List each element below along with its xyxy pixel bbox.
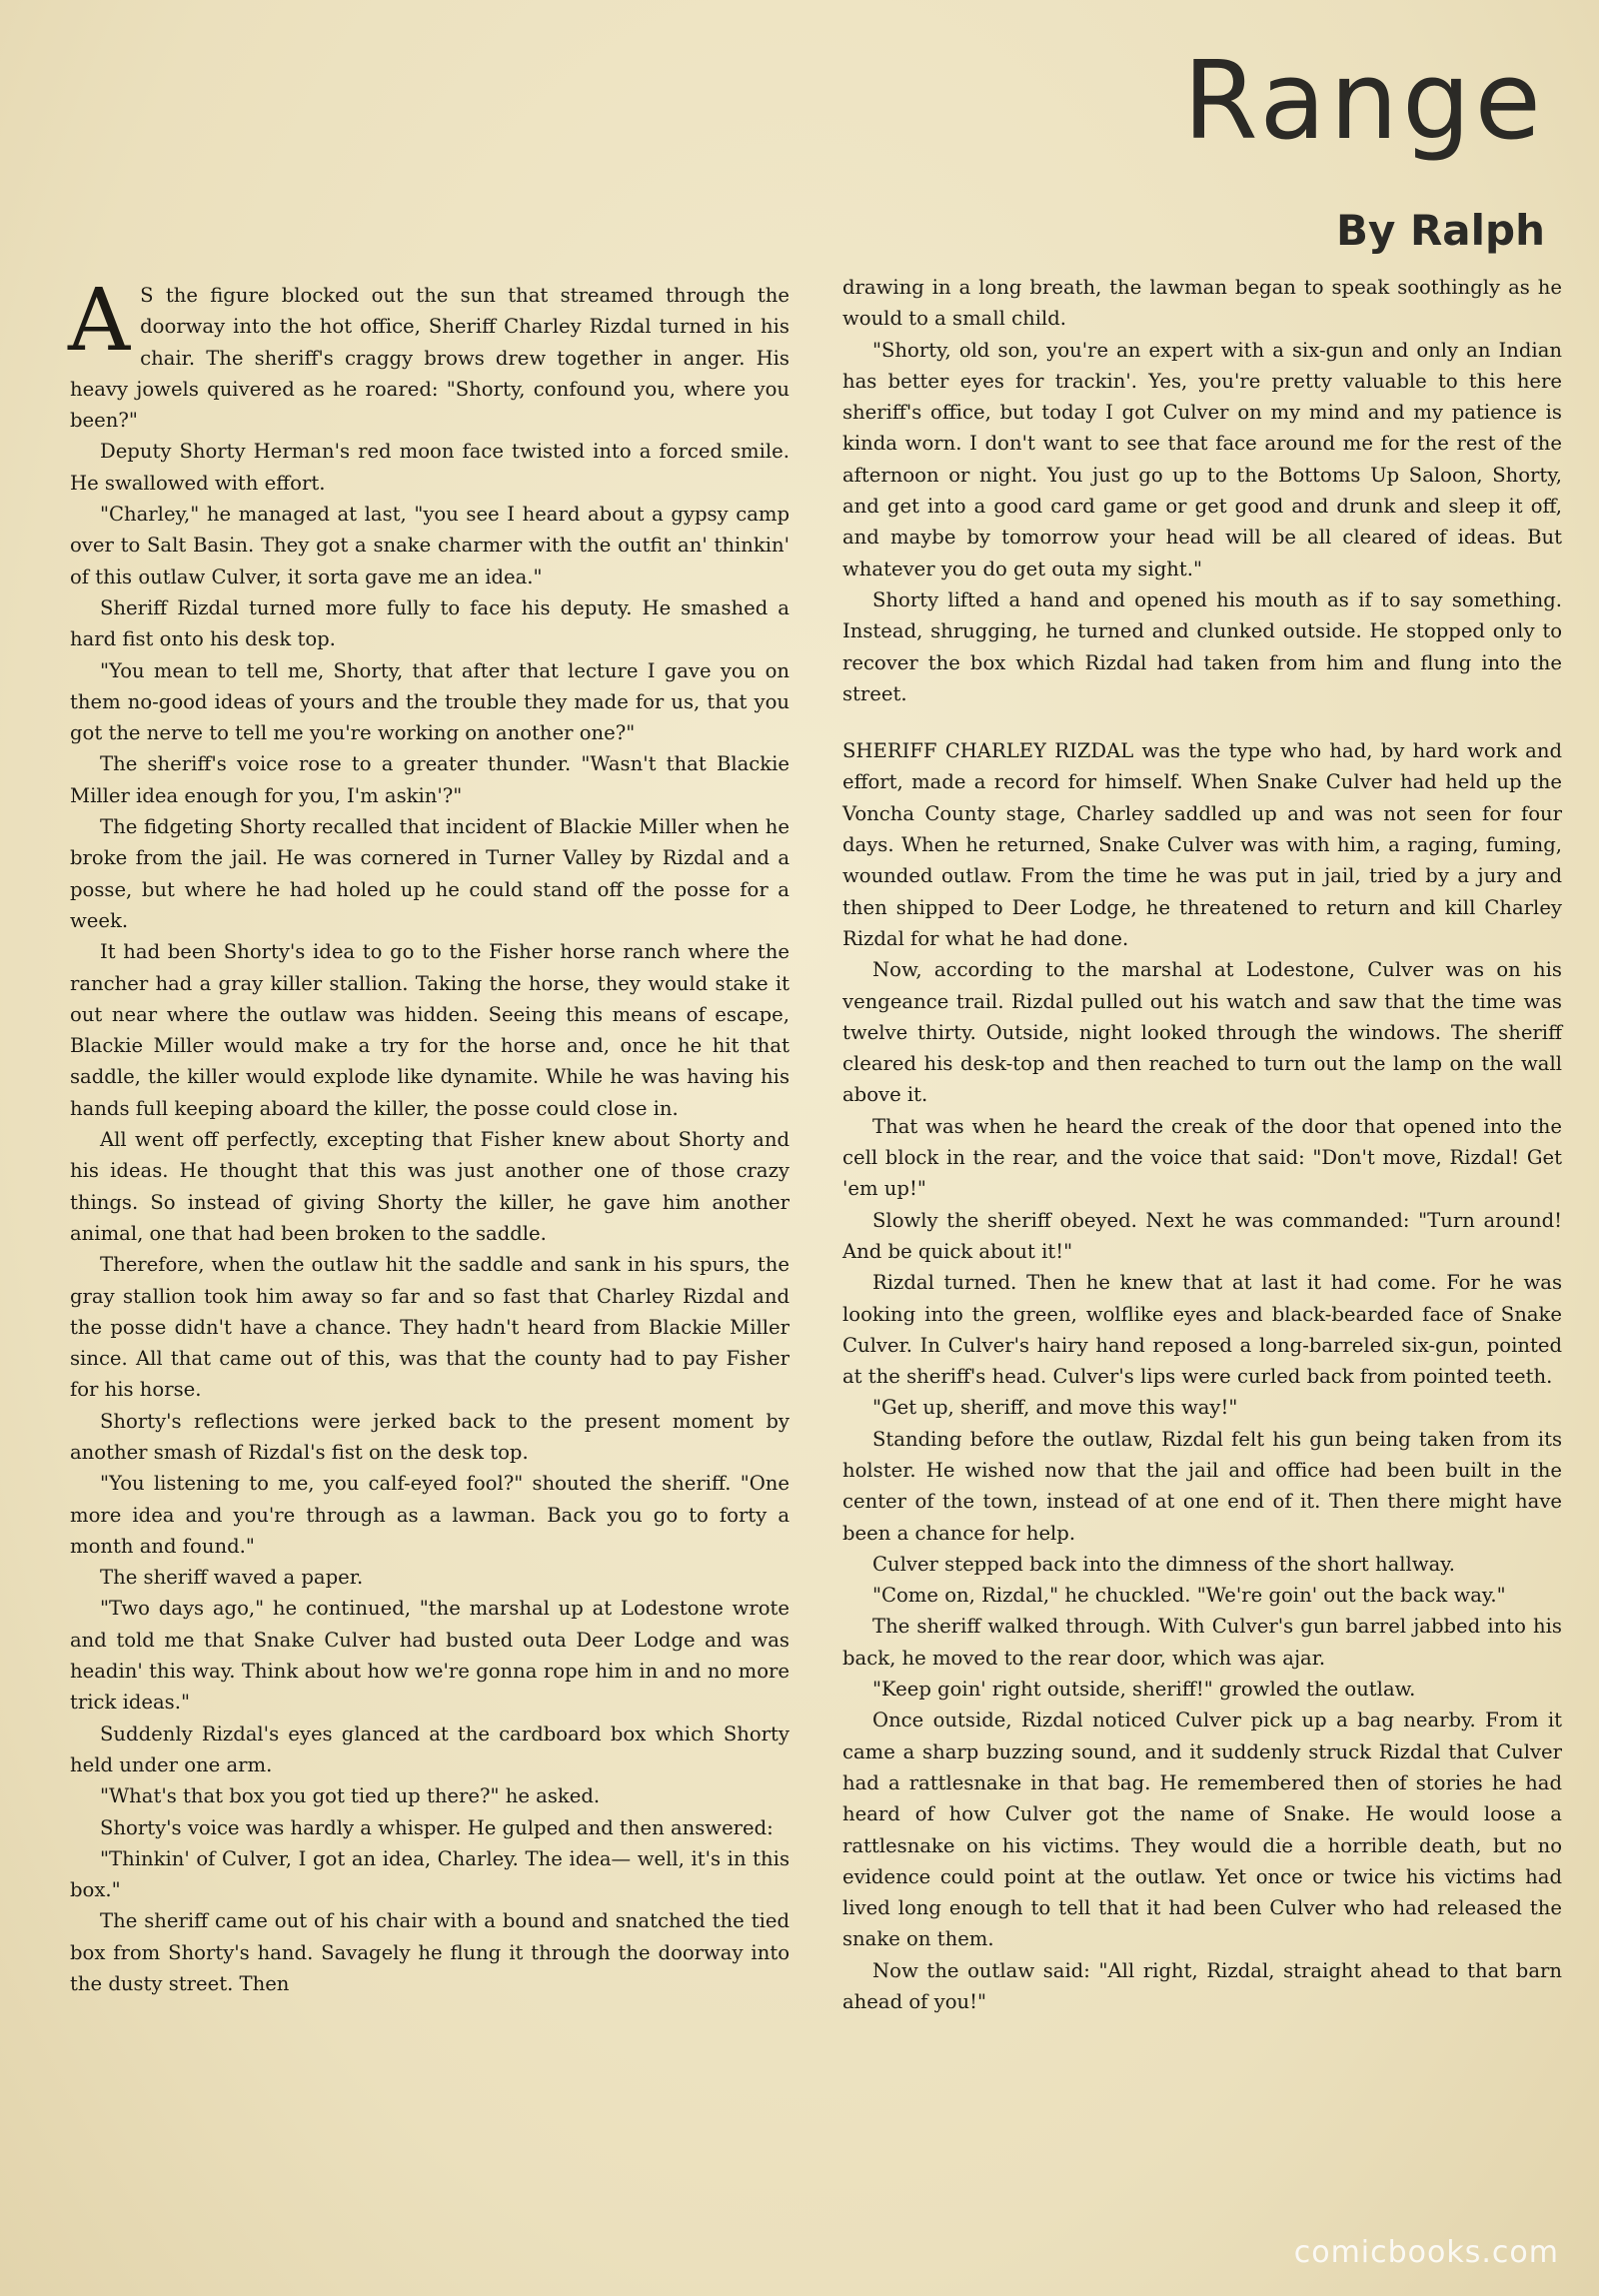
story-byline: By Ralph [1335,206,1545,255]
story-paragraph: "Come on, Rizdal," he chuckled. "We're goin' out the back way." [872,1584,1506,1608]
paragraph-text: S the figure blocked out the sun that streamed through the doorway into the hot office, Sheriff Charley Rizdal turned in his chair. The sheriff's craggy brows drew together in anger. His heavy jowels quivered as he roared: "Shorty, confound you, where you been?" [70,284,790,433]
story-paragraph: The sheriff walked through. With Culver's gun barrel jabbed into his back, he moved to the rear door, which was ajar. [842,1615,1562,1670]
story-paragraph: Culver stepped back into the dimness of the short hallway. [872,1552,1455,1576]
story-paragraph: "What's that box you got tied up there?" he asked. [100,1784,601,1808]
story-paragraph: That was when he heard the creak of the door that opened into the cell block in the rear, and the voice that said: "Don't move, Rizdal! Get 'em up!" [842,1114,1562,1201]
story-paragraph: Slowly the sheriff obeyed. Next he was commanded: "Turn around! And be quick about it!" [842,1208,1562,1263]
story-paragraph: Shorty lifted a hand and opened his mouth as if to say something. Instead, shrugging, he turned and clunked outside. He stopped only to recover the box which Rizdal had taken from him and flung into the street. [842,587,1562,705]
story-paragraph: The fidgeting Shorty recalled that incident of Blackie Miller when he broke from the jail. He was cornered in Turner Valley by Rizdal and a posse, but where he had holed up he could stand off the posse for a week. [70,815,790,932]
story-paragraph: It had been Shorty's idea to go to the Fisher horse ranch where the rancher had a gray killer stallion. Taking the horse, they would stake it out near where the outlaw was hidden. Seeing this means of escape, Blackie Miller would make a try for the horse and, once he hit that saddle, the killer would explode like dynamite. While he was having his hands full keeping aboard the killer, the posse could close in. [70,940,790,1120]
story-paragraph: Rizdal turned. Then he knew that at last it had come. For he was looking into the green, wolflike eyes and black-bearded face of Snake Culver. In Culver's hairy hand reposed a long-barreled six-gun, pointed at the sheriff's head. Culver's lips were curled back from pointed teeth. [842,1271,1562,1389]
story-paragraph: Therefore, when the outlaw hit the saddle and sank in his spurs, the gray stallion took him away so far and so fast that Charley Rizdal and the posse didn't have a chance. They hadn't heard from Blackie Miller since. All that came out of this, was that the county had to pay Fisher for his horse. [70,1253,790,1402]
story-paragraph: Standing before the outlaw, Rizdal felt his gun being taken from its holster. He wished now that the jail and office had been built in the center of the town, instead of at one end of it. Then there might have been a chance for help. [842,1427,1562,1545]
story-paragraph: "Keep goin' right outside, sheriff!" growled the outlaw. [872,1678,1416,1702]
story-paragraph: "You mean to tell me, Shorty, that after that lecture I gave you on them no-good ideas of yours and the trouble they made for us, that you got the nerve to tell me you're working on another one?" [70,658,790,745]
story-paragraph: "Get up, sheriff, and move this way!" [872,1396,1238,1420]
right-text-column [842,272,1562,2017]
story-paragraph: The sheriff's voice rose to a greater thunder. "Wasn't that Blackie Miller idea enough for you, I'm askin'?" [70,752,790,807]
story-paragraph: drawing in a long breath, the lawman began to speak soothingly as he would to a small child. [842,276,1562,331]
story-paragraph: Shorty's reflections were jerked back to the present moment by another smash of Rizdal's fist on the desk top. [70,1409,790,1464]
story-paragraph: All went off perfectly, excepting that Fisher knew about Shorty and his ideas. He thought that this was just another one of those crazy things. So instead of giving Shorty the killer, he gave him another animal, one that had been broken to the saddle. [70,1128,790,1245]
story-paragraph: Now the outlaw said: "All right, Rizdal, straight ahead to that barn ahead of you!" [842,1958,1562,2014]
drop-cap: A [68,271,131,371]
story-paragraph: Deputy Shorty Herman's red moon face twisted into a forced smile. He swallowed with effort. [70,440,790,495]
story-paragraph [68,271,790,436]
story-paragraph: Now, according to the marshal at Lodestone, Culver was on his vengeance trail. Rizdal pulled out his watch and saw that the time was twelve thirty. Outside, night looked through the windows. The sheriff cleared his desk-top and then reached to turn out the lamp on the wall above it. [842,958,1562,1107]
story-paragraph: The sheriff came out of his chair with a bound and snatched the tied box from Shorty's hand. Savagely he flung it through the doorway into the dusty street. Then [70,1909,790,1996]
site-watermark: comicbooks.com [1293,2235,1559,2270]
story-paragraph: Sheriff Rizdal turned more fully to face his deputy. He smashed a hard fist onto his desk top. [70,595,790,651]
story-paragraph: "Thinkin' of Culver, I got an idea, Charley. The idea— well, it's in this box." [70,1846,790,1902]
story-paragraph: SHERIFF CHARLEY RIZDAL was the type who had, by hard work and effort, made a record for himself. When Snake Culver had held up the Voncha County stage, Charley saddled up and was not seen for four days. When he returned, Snake Culver was with him, a raging, fuming, wounded outlaw. From the time he was put in jail, tried by a jury and then shipped to Deer Lodge, he threatened to return and kill Charley Rizdal for what he had done. [842,739,1562,950]
story-paragraph: "You listening to me, you calf-eyed fool?" shouted the sheriff. "One more idea and you're through as a lawman. Back you go to forty a month and found." [70,1472,790,1558]
story-paragraph: "Two days ago," he continued, "the marshal up at Lodestone wrote and told me that Snake Culver had busted outa Deer Lodge and was headin' this way. Think about how we're gonna rope him in and no more trick ideas." [70,1597,790,1715]
story-paragraph: The sheriff waved a paper. [100,1566,364,1590]
story-paragraph: Once outside, Rizdal noticed Culver pick up a bag nearby. From it came a sharp buzzing sound, and it suddenly struck Rizdal that Culver had a rattlesnake in that bag. He remembered then of stories he had heard of how Culver got the name of Snake. He would loose a rattlesnake on his victims. They would die a horrible death, but no evidence could point at the outlaw. Yet once or twice his victims had lived long enough to tell that it had been Culver who had released the snake on them. [842,1709,1562,1951]
story-paragraph: Shorty's voice was hardly a whisper. He gulped and then answered: [100,1815,774,1839]
story-title: Range [1182,39,1545,164]
story-paragraph: "Charley," he managed at last, "you see I heard about a gypsy camp over to Salt Basin. They got a snake charmer with the outfit an' thinkin' of this outlaw Culver, it sorta gave me an idea." [70,503,790,588]
left-text-column [68,271,790,1999]
story-paragraph: Suddenly Rizdal's eyes glanced at the cardboard box which Shorty held under one arm. [70,1722,790,1776]
story-paragraph: "Shorty, old son, you're an expert with a six-gun and only an Indian has better eyes for trackin'. Yes, you're pretty valuable to this here sheriff's office, but today I got Culver on my mind and my patience is kinda worn. I don't want to see that face around me for the rest of the afternoon or night. You just go up to the Bottoms Up Saloon, Shorty, and get into a good card game or get good and drunk and sleep it off, and maybe by tomorrow your head will be all cleared of ideas. But whatever you do get outa my sight." [842,338,1562,580]
